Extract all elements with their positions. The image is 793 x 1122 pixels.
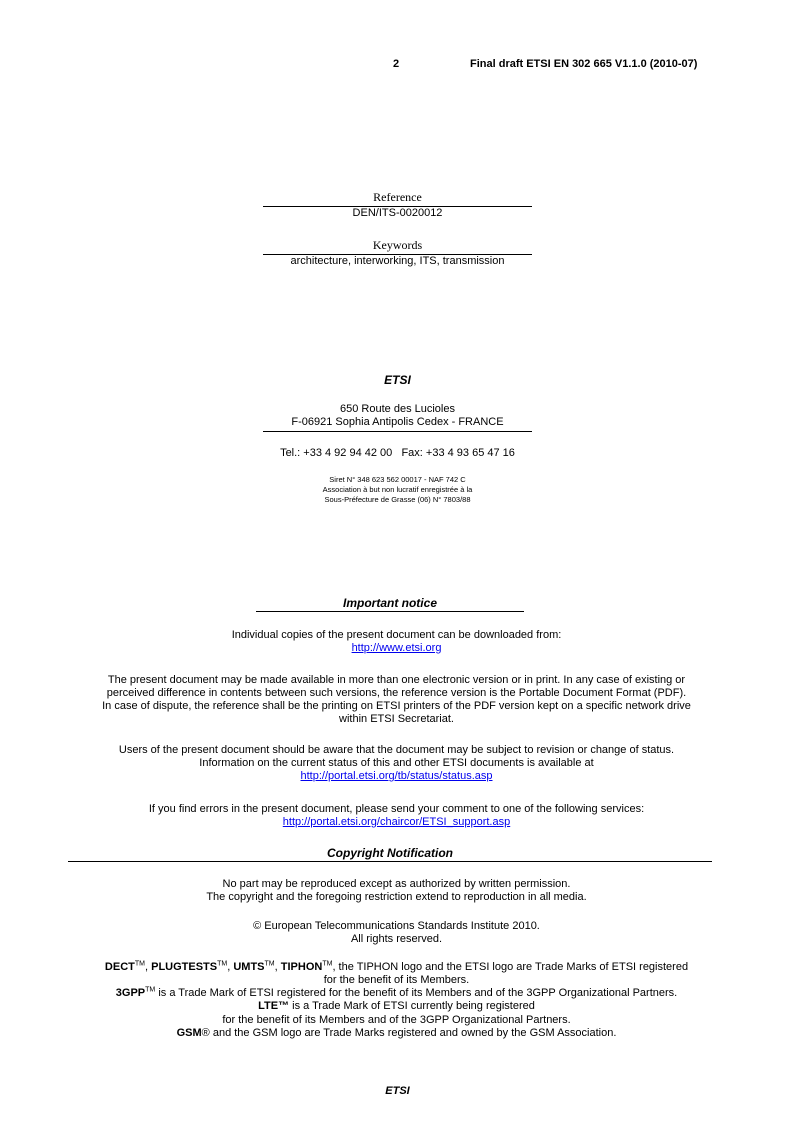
trademarks-line [40, 961, 753, 974]
important-notice-heading: Important notice [342, 596, 437, 610]
support-link[interactable]: http://portal.etsi.org/chaircor/ETSI_support.asp [282, 816, 511, 828]
keywords-value: architecture, interworking, ITS, transmission [290, 255, 505, 267]
reference-label: Reference [373, 190, 422, 204]
trademarks-line4-tail: is a Trade Mark of ETSI currently being registered [289, 1000, 535, 1012]
status-line: Users of the present document should be aware that the document may be subject to revision or change of status. [118, 744, 675, 756]
etsi-name: ETSI [384, 373, 411, 387]
keywords-label: Keywords [372, 238, 423, 252]
copyright-divider [68, 861, 712, 862]
trademarks-line: for the benefit of its Members. [323, 974, 470, 986]
trademarks-line3-tail: is a Trade Mark of ETSI registered for the benefit of its Members and of the 3GPP Organizational Partners. [155, 987, 678, 999]
versions-paragraph [40, 674, 753, 726]
tm-mark: TM [145, 986, 156, 994]
trademarks-line6-tail: ® and the GSM logo are Trade Marks registered and owned by the GSM Association. [201, 1027, 617, 1039]
versions-line: In case of dispute, the reference shall be the printing on ETSI printers of the PDF version kept on a specific network drive [102, 700, 691, 712]
tm-mark: TM [264, 960, 275, 968]
copyright-line: All rights reserved. [350, 933, 443, 945]
copyright-heading: Copyright Notification [327, 846, 453, 860]
address-street: 650 Route des Lucioles [340, 403, 455, 415]
copyright-line: The copyright and the foregoing restriction extend to reproduction in all media. [206, 891, 587, 903]
trademarks-line [40, 1027, 753, 1040]
siret: Siret N° 348 623 562 00017 - NAF 742 C [329, 475, 466, 484]
download-text: Individual copies of the present document can be downloaded from: [231, 629, 562, 641]
trademarks-line1-tail: , the TIPHON logo and the ETSI logo are Trade Marks of ETSI registered [332, 961, 689, 973]
gsm-mark: GSM [176, 1027, 202, 1039]
reference-value: DEN/ITS-0020012 [352, 207, 443, 219]
trademarks-line [40, 1000, 753, 1013]
trademarks-line: for the benefit of its Members and of the 3GPP Organizational Partners. [222, 1014, 571, 1026]
3gpp-mark: 3GPP [115, 987, 146, 999]
versions-line: The present document may be made available in more than one electronic version or in print. In any case of existing or [107, 674, 686, 686]
dect-mark: DECT [104, 961, 135, 973]
address-city: F-06921 Sophia Antipolis Cedex - FRANCE [291, 416, 504, 428]
important-notice-divider [256, 611, 524, 612]
document-title: Final draft ETSI EN 302 665 V1.1.0 (2010-07) [470, 58, 698, 70]
separator: , [144, 961, 152, 973]
etsi-website-link[interactable]: http://www.etsi.org [351, 642, 442, 654]
separator: , [274, 961, 281, 973]
address-divider [263, 431, 532, 432]
tm-mark: TM [217, 960, 228, 968]
tm-mark: TM [134, 960, 145, 968]
tiphon-mark: TIPHON [280, 961, 323, 973]
footer-etsi: ETSI [385, 1085, 410, 1097]
copyright-line: No part may be reproduced except as authorized by written permission. [222, 878, 571, 890]
umts-mark: UMTS [233, 961, 265, 973]
copyright-line: © European Telecommunications Standards Institute 2010. [253, 920, 540, 932]
tm-mark: TM [322, 960, 333, 968]
trademarks-line [40, 987, 753, 1000]
status-line: Information on the current status of this and other ETSI documents is available at [199, 757, 594, 769]
status-link[interactable]: http://portal.etsi.org/tb/status/status.asp [300, 770, 493, 782]
versions-line: perceived difference in contents between such versions, the reference version is the Portable Document Format (PDF). [106, 687, 687, 699]
separator: , [227, 961, 234, 973]
errors-text: If you find errors in the present document, please send your comment to one of the following services: [148, 803, 645, 815]
status-paragraph [40, 744, 753, 783]
plugtests-mark: PLUGTESTS [151, 961, 218, 973]
association: Association à but non lucratif enregistrée à la [322, 485, 473, 494]
errors-paragraph [40, 803, 753, 829]
phone-fax: Tel.: +33 4 92 94 42 00 Fax: +33 4 93 65 47 16 [280, 447, 515, 459]
lte-mark: LTE™ [258, 1000, 290, 1012]
prefecture: Sous-Préfecture de Grasse (06) N° 7803/88 [324, 495, 471, 504]
page-number: 2 [393, 58, 400, 70]
versions-line: within ETSI Secretariat. [339, 713, 454, 725]
